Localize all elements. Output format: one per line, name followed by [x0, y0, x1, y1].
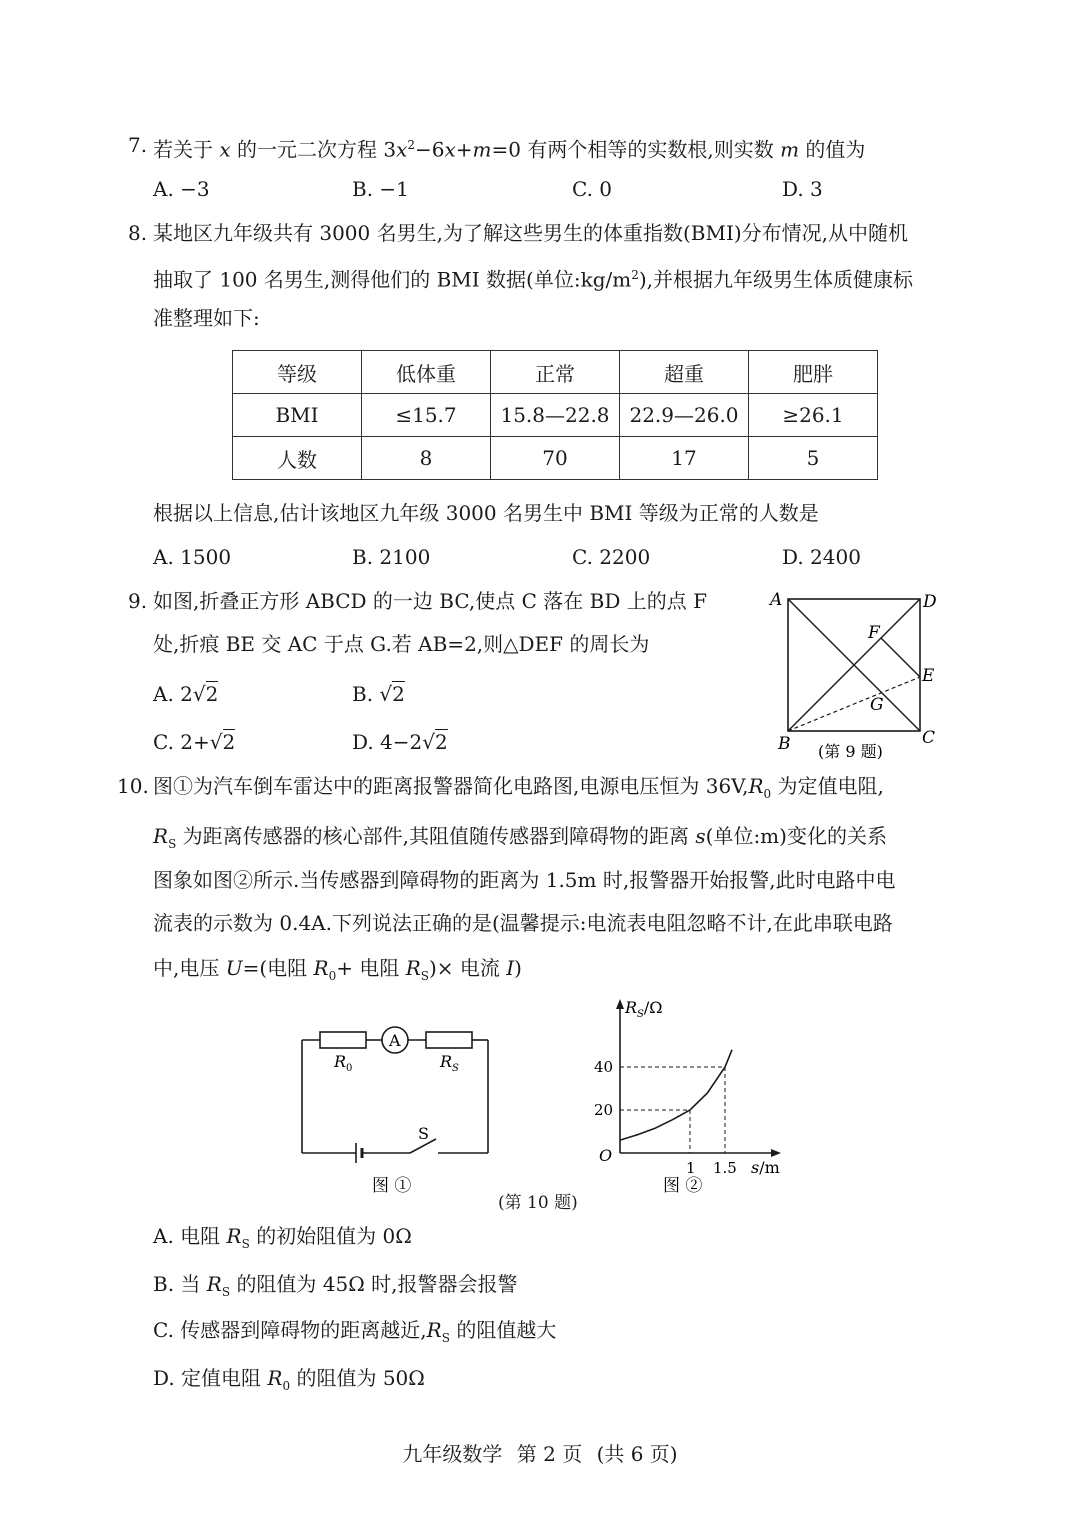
table-row	[233, 394, 878, 437]
label-f: F	[868, 623, 880, 643]
sqrt-sign: √	[422, 730, 435, 754]
switch-label: S	[418, 1124, 429, 1143]
q8-option-d: D. 2400	[782, 545, 861, 569]
q8-line-2: 抽取了 100 名男生,测得他们的 BMI 数据(单位$:kg/m^2$),并根据九年级男生体质健康标	[153, 267, 914, 292]
y-tick-label: 40	[594, 1058, 614, 1076]
bmi-table	[232, 350, 878, 480]
footer-subject: 九年级数学	[402, 1442, 503, 1466]
x-axis-label: s/m	[751, 1158, 780, 1177]
q7-option-d: D. 3	[782, 177, 823, 201]
table-row	[233, 351, 878, 394]
sqrt-sign: √	[192, 682, 206, 706]
q10-number: 10.	[117, 774, 149, 798]
table-cell: 肥胖	[749, 351, 878, 394]
figure-2-caption: 图 ②	[663, 1176, 703, 1195]
label-g: G	[870, 695, 884, 715]
table-cell: 22.9—26.0	[620, 394, 749, 437]
q8-option-a: A. 1500	[153, 545, 232, 569]
table-row	[233, 437, 878, 480]
q10-option-a: A. 电阻 $R_S$ 的初始阻值为 0Ω	[153, 1224, 412, 1251]
chart-guides	[620, 1067, 725, 1153]
rs-label: $R_S$	[440, 1052, 459, 1074]
table-cell: 等级	[233, 351, 362, 394]
fold-ef	[881, 638, 920, 677]
q8-option-b: B. 2100	[352, 545, 431, 569]
sqrt-sign: √	[209, 730, 223, 754]
figure-1-caption: 图 ①	[372, 1176, 412, 1196]
table-cell: ≥26.1	[749, 394, 878, 437]
q9-option-d: D. 4−2√2	[352, 730, 448, 754]
crease-be	[788, 677, 920, 731]
table-cell: BMI	[233, 394, 362, 437]
x-tick-label: 1	[686, 1159, 696, 1177]
table-cell: 17	[620, 437, 749, 480]
q10-figure-caption: (第 10 题)	[498, 1193, 578, 1213]
table-cell: 15.8—22.8	[491, 394, 620, 437]
y-tick-label: 20	[594, 1101, 614, 1119]
q10-option-b: B. 当 $R_S$ 的阻值为 45Ω 时,报警器会报警	[153, 1272, 518, 1299]
q8-option-c: C. 2200	[572, 545, 651, 569]
q10-option-d: D. 定值电阻 $R_0$ 的阻值为 50Ω	[153, 1366, 425, 1393]
q7-stem: 若关于 x 的一元二次方程 $3x^2-6x+m=0$ 有两个相等的实数根,则实数 m 的值为	[153, 137, 866, 162]
q7-option-a: A. −3	[153, 177, 210, 201]
x-tick-label: 1.5	[713, 1159, 737, 1177]
q9-square-figure	[760, 585, 950, 770]
table-cell: 超重	[620, 351, 749, 394]
q8-line-1: 某地区九年级共有 3000 名男生,为了解这些男生的体重指数(BMI)分布情况,从中随机	[153, 221, 909, 245]
chart-ticks	[594, 1058, 737, 1177]
q7-number: 7.	[128, 133, 148, 157]
table-cell: 5	[749, 437, 878, 480]
q10-line-4: 流表的示数为 0.4A.下列说法正确的是(温馨提示:电流表电阻忽略不计,在此串联电路	[153, 911, 893, 935]
label-b: B	[778, 734, 791, 754]
table-cell: 低体重	[362, 351, 491, 394]
q10-option-c: C. 传感器到障碍物的距离越近$,R_S$ 的阻值越大	[153, 1318, 557, 1345]
q9-line-2: 处,折痕 BE 交 AC 于点 G.若 AB=2,则△DEF 的周长为	[153, 632, 650, 656]
graph-figure	[585, 995, 795, 1195]
q10-line-3: 图象如图②所示.当传感器到障碍物的距离为 1.5m 时,报警器开始报警,此时电路中电	[153, 868, 896, 892]
q10-line-2: $R_S$ 为距离传感器的核心部件,其阻值随传感器到障碍物的距离 s(单位:m)变化的关系	[153, 824, 887, 851]
sqrt-sign: √	[379, 682, 393, 706]
table-cell: 正常	[491, 351, 620, 394]
table-cell: 8	[362, 437, 491, 480]
series-line	[620, 1050, 732, 1140]
q7-option-b: B. −1	[352, 177, 409, 201]
q10-line-1: 图①为汽车倒车雷达中的距离报警器简化电路图,电源电压恒为 $36V,R_0$ 为定值电阻,	[153, 774, 884, 801]
resistor-r0	[320, 1032, 366, 1048]
x-axis-arrow	[771, 1149, 781, 1157]
origin-label: O	[599, 1146, 613, 1165]
q9-option-c: C. 2+√2	[153, 730, 236, 754]
label-a: A	[770, 590, 783, 610]
table-cell: 70	[491, 437, 620, 480]
q9-option-a: A. 2√2	[153, 682, 219, 706]
q9-option-b: B. √2	[352, 682, 405, 706]
r0-label: $R_0$	[334, 1052, 353, 1074]
table-cell: ≤15.7	[362, 394, 491, 437]
ammeter-label: A	[389, 1031, 401, 1050]
label-e: E	[922, 666, 935, 686]
q8-number: 8.	[128, 221, 148, 245]
circuit-figure	[290, 1015, 500, 1200]
q8-question: 根据以上信息,估计该地区九年级 3000 名男生中 BMI 等级为正常的人数是	[153, 501, 819, 525]
y-axis-arrow	[616, 999, 624, 1009]
page-footer	[0, 1438, 1080, 1467]
figure-caption: (第 9 题)	[818, 742, 883, 761]
q7-option-c: C. 0	[572, 177, 613, 201]
q10-line-5: 中,电压 U=(电阻 $R_0+$ 电阻 $R_S)\times$ 电流 I)	[153, 956, 522, 983]
table-cell: 人数	[233, 437, 362, 480]
label-d: D	[923, 592, 937, 612]
label-c: C	[922, 728, 936, 748]
q8-line-3: 准整理如下:	[153, 306, 260, 330]
q9-line-1: 如图,折叠正方形 ABCD 的一边 BC,使点 C 落在 BD 上的点 F	[153, 589, 707, 613]
resistor-rs	[426, 1032, 472, 1048]
y-axis-label: $R_S/\Omega$	[625, 998, 663, 1020]
q9-number: 9.	[128, 589, 148, 613]
footer-page: 第 2 页	[516, 1442, 583, 1466]
footer-total: (共 6 页)	[596, 1442, 678, 1466]
